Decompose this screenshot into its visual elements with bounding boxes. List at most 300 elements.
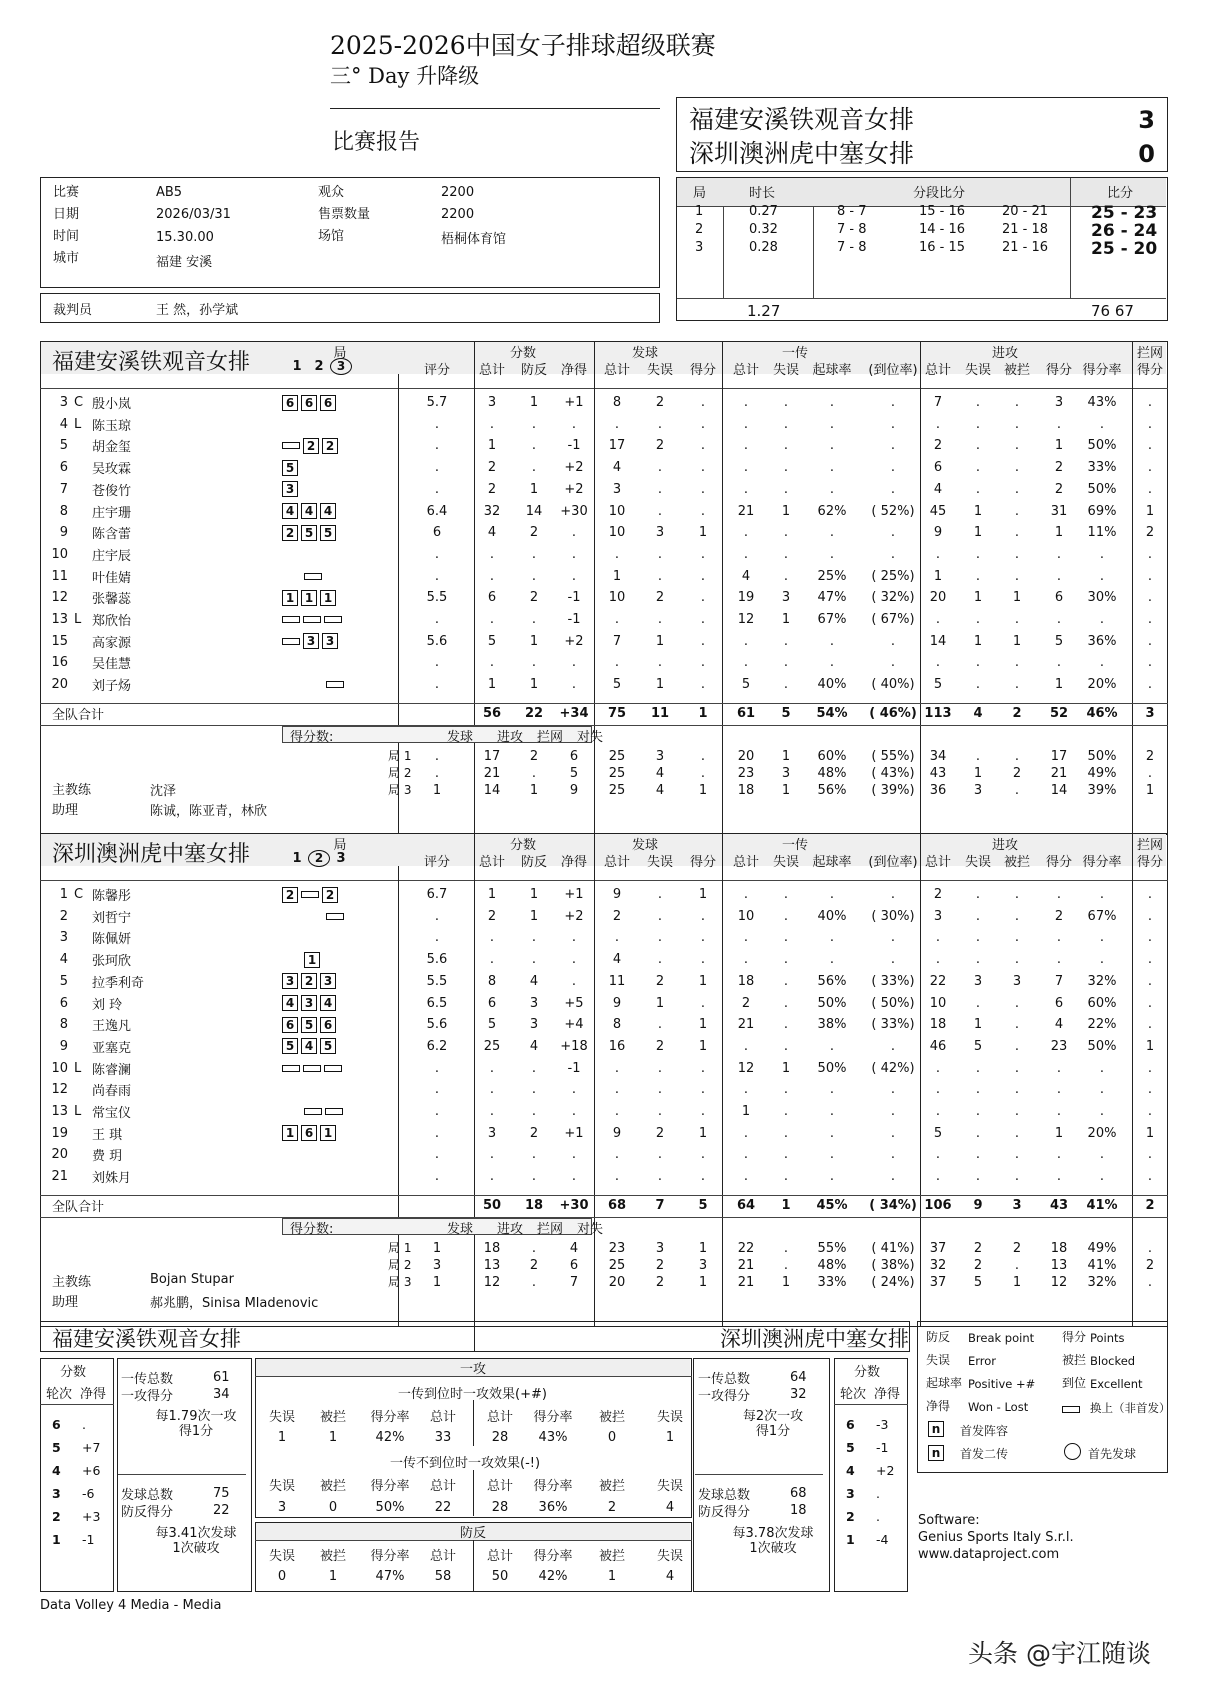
stat-cell: 1 <box>933 568 943 584</box>
audience: 2200 <box>441 185 475 200</box>
total-cell: 3 <box>1145 705 1155 721</box>
legend-value: Excellent <box>1090 1377 1143 1391</box>
first-serve-circle-icon <box>1064 1443 1081 1463</box>
neg-cell: 3 <box>277 1500 287 1515</box>
neg-cell: 36% <box>538 1500 568 1515</box>
start-position-box: 4 <box>320 503 336 519</box>
stat-cell: . <box>829 546 835 562</box>
col-header: 被拦 <box>1003 855 1030 870</box>
stat-cell: . <box>1099 1060 1105 1076</box>
stat-cell: . <box>1014 655 1020 671</box>
stat-cell: . <box>531 1147 537 1163</box>
set-row-cell: 23 <box>608 1240 626 1256</box>
stat-cell: . <box>434 612 440 627</box>
result-away-team: 深圳澳洲虎中塞女排 <box>689 139 915 168</box>
home-rot-num: 6 <box>52 1417 61 1432</box>
set-num-1: 1 <box>292 359 302 374</box>
stat-cell: . <box>1014 1038 1020 1054</box>
stat-cell: . <box>1014 677 1020 693</box>
home-bp-label: 防反得分 <box>121 1505 174 1520</box>
stat-cell: . <box>829 1082 835 1098</box>
player-number: 12 <box>51 1082 68 1098</box>
stat-cell: ( 33%) <box>871 1017 915 1033</box>
sets-total-rule <box>677 298 1166 299</box>
home-rot-net: +7 <box>82 1440 101 1455</box>
legend-value: Error <box>968 1354 997 1368</box>
stat-cell: 16 <box>608 1038 626 1054</box>
set-row-cell: 1 <box>529 782 539 798</box>
col-header: 净得 <box>560 855 587 870</box>
set-score: 25 - 23 <box>1091 203 1158 223</box>
bp-header-col: 被拦 <box>598 1549 625 1564</box>
neg-header-col: 得分率 <box>533 1479 573 1494</box>
label-time: 时间 <box>53 229 80 244</box>
total-cell: +30 <box>559 1197 589 1213</box>
stat-cell: . <box>1147 1147 1153 1163</box>
start-position-box: 4 <box>282 503 298 519</box>
stat-cell: 5 <box>933 1125 943 1141</box>
pos-header-col: 失误 <box>656 1410 683 1425</box>
stat-cell: ( 25%) <box>871 568 915 584</box>
stat-cell: 2 <box>487 460 497 476</box>
col-header: 总计 <box>924 363 951 378</box>
home-sideout-label: 一攻得分 <box>121 1389 174 1404</box>
stat-cell: 7 <box>612 633 622 649</box>
set-partial-2: 15 - 16 <box>919 204 966 219</box>
player-name: 尚春雨 <box>92 1084 132 1100</box>
col-header: 总计 <box>478 855 505 870</box>
stat-cell: 1 <box>698 887 708 902</box>
coach-label: 主教练 <box>52 782 92 798</box>
summary-away-team: 深圳澳洲虎中塞女排 <box>720 1327 909 1351</box>
match-date: 2026/03/31 <box>156 207 231 222</box>
stat-cell: . <box>531 1169 537 1185</box>
stat-cell: . <box>657 546 663 562</box>
set-row-cell: . <box>1147 1240 1153 1256</box>
home-recv-val: 61 <box>213 1370 230 1385</box>
set-row-cell: 2 <box>529 1257 539 1273</box>
set-duration: 0.32 <box>749 222 778 237</box>
pos-header-col: 被拦 <box>598 1410 625 1425</box>
home-serve-label: 发球总数 <box>121 1488 174 1503</box>
home-rot-net: -1 <box>82 1532 95 1547</box>
set-row-cell: ( 39%) <box>871 782 915 798</box>
sets-col-duration: 时长 <box>749 186 776 201</box>
legend-value: Positive +# <box>968 1377 1036 1391</box>
set-row-cell: 1 <box>432 1274 442 1290</box>
pos-header-col: 总计 <box>486 1410 513 1425</box>
home-rot-net: . <box>82 1417 86 1432</box>
set-row-cell: 43 <box>929 765 947 781</box>
stat-cell: . <box>700 1147 706 1163</box>
stat-cell: . <box>1014 568 1020 584</box>
player-sets <box>282 437 341 454</box>
stat-cell: . <box>434 460 440 476</box>
stat-cell: . <box>743 416 749 432</box>
total-cell: 2 <box>1145 1197 1155 1213</box>
center-divider <box>473 1400 474 1446</box>
substitute-sample-icon <box>1062 1401 1083 1416</box>
stat-cell: . <box>935 655 941 671</box>
result-home-team: 福建安溪铁观音女排 <box>689 105 915 134</box>
player-name: 庄宇辰 <box>92 548 132 564</box>
stat-cell: . <box>975 546 981 562</box>
set-row-cell: ( 38%) <box>871 1257 915 1273</box>
start-position-box: 5 <box>301 1017 317 1033</box>
set-row-cell: 17 <box>483 748 501 764</box>
player-number: 4 <box>59 416 68 432</box>
stat-cell: 5.6 <box>426 633 448 649</box>
stat-cell: 22% <box>1087 1017 1117 1033</box>
total-points: 76 67 <box>1091 302 1134 320</box>
player-number: 11 <box>51 568 68 584</box>
stat-cell: . <box>531 568 537 584</box>
home-rot-num: 1 <box>52 1532 61 1547</box>
sets-vline-1 <box>723 206 724 298</box>
total-cell: 113 <box>924 705 952 721</box>
totals-label: 全队合计 <box>52 1199 105 1215</box>
stat-cell: . <box>783 460 789 476</box>
stat-cell: 1 <box>973 503 983 519</box>
start-position-box: 6 <box>301 1125 317 1141</box>
player-name: 张珂欣 <box>92 954 132 970</box>
stat-cell: . <box>1014 1082 1020 1098</box>
stat-cell: . <box>975 655 981 671</box>
stat-cell: 9 <box>933 525 943 541</box>
away-rot-num: 2 <box>846 1509 855 1524</box>
stat-cell: . <box>614 416 620 432</box>
start-position-box: 4 <box>301 1038 317 1054</box>
set-row-cell: 13 <box>1050 1257 1068 1273</box>
player-number: 15 <box>51 633 68 649</box>
stat-cell: 5.5 <box>426 973 448 989</box>
stat-cell: ( 67%) <box>871 612 915 627</box>
stat-cell: 2 <box>1145 525 1155 541</box>
stat-cell: 43% <box>1087 395 1117 410</box>
stat-cell: 14 <box>929 633 947 649</box>
result-home-sets: 3 <box>1138 106 1155 134</box>
stat-cell: . <box>829 1147 835 1163</box>
bp-header-col: 被拦 <box>319 1549 346 1564</box>
start-position-box: 2 <box>282 525 298 541</box>
start-lineup-box: n <box>928 1421 944 1437</box>
home-rot-num: 5 <box>52 1440 61 1455</box>
away-rot-net: . <box>876 1486 880 1501</box>
set-row-label: 局 1 <box>388 748 412 763</box>
stat-cell: . <box>571 568 577 584</box>
stat-cell: 3 <box>781 590 791 606</box>
substitute-marker <box>282 1065 300 1072</box>
score-by-col: 对失 <box>576 729 603 745</box>
stat-cell: . <box>783 1038 789 1054</box>
stat-cell: 1 <box>973 525 983 541</box>
set-duration: 0.28 <box>749 240 778 255</box>
bp-cell: 47% <box>375 1569 405 1584</box>
group-serve: 发球 <box>631 838 658 853</box>
stat-cell: . <box>700 677 706 693</box>
totals-label: 全队合计 <box>52 707 105 723</box>
stat-cell: . <box>571 1169 577 1185</box>
stat-cell: 1 <box>741 1104 751 1119</box>
set-row-label: 局 2 <box>388 1257 412 1272</box>
player-number: 10 <box>51 1060 68 1076</box>
label-date: 日期 <box>53 207 80 222</box>
stat-cell: 2 <box>1054 460 1064 476</box>
stat-cell: . <box>975 416 981 432</box>
stat-cell: 6 <box>1054 590 1064 606</box>
stat-cell: 2 <box>933 438 943 454</box>
total-cell: 5 <box>698 1197 708 1213</box>
software-url[interactable]: www.dataproject.com <box>918 1547 1060 1562</box>
set-row-cell: . <box>1147 765 1153 781</box>
set-header: 局 <box>333 838 347 853</box>
stat-cell: . <box>935 952 941 968</box>
pos-header-col: 得分率 <box>533 1410 573 1425</box>
set-row-cell: 25 <box>608 748 626 764</box>
stat-cell: . <box>434 1169 440 1185</box>
stat-cell: 50% <box>817 995 847 1011</box>
start-position-box: 2 <box>303 438 319 454</box>
away-serve-label: 发球总数 <box>698 1488 751 1503</box>
stat-cell: 25 <box>483 1038 501 1054</box>
stat-cell: 21 <box>737 503 755 519</box>
set-partial-3: 21 - 16 <box>1002 240 1049 255</box>
home-rot-rule <box>40 1404 114 1405</box>
set-row-cell: 6 <box>569 1257 579 1273</box>
stat-cell: . <box>783 1147 789 1163</box>
stat-cell: +18 <box>560 1038 588 1054</box>
player-name: 费 玥 <box>92 1149 123 1165</box>
substitute-marker <box>324 1065 342 1072</box>
stat-cell: 3 <box>487 395 497 410</box>
stat-cell: 17 <box>608 438 626 454</box>
label-tickets: 售票数量 <box>318 207 371 222</box>
stat-cell: +4 <box>564 1017 584 1033</box>
sideout-title-rule <box>255 1376 692 1377</box>
away-note1: 每2次一攻 <box>742 1409 804 1424</box>
stat-cell: 8 <box>612 395 622 410</box>
substitute-marker <box>282 616 300 623</box>
total-cell: 54% <box>816 705 848 721</box>
set-row-cell: 1 <box>432 1240 442 1256</box>
stat-cell: 4 <box>529 1038 539 1054</box>
player-number: 12 <box>51 590 68 606</box>
stat-cell: . <box>1014 1060 1020 1076</box>
stat-cell: 50% <box>1087 438 1117 454</box>
group-points: 分数 <box>509 838 536 853</box>
player-number: 20 <box>51 677 68 693</box>
stat-cell: 20 <box>929 590 947 606</box>
player-name: 陈睿澜 <box>92 1062 132 1078</box>
set-row-cell: . <box>1014 748 1020 764</box>
stat-cell: 20% <box>1087 677 1117 693</box>
pos-cell: 1 <box>665 1430 675 1445</box>
stat-cell: . <box>1147 1082 1153 1098</box>
coach-name: Bojan Stupar <box>150 1271 234 1287</box>
score-by-col: 进攻 <box>496 1221 523 1237</box>
stat-cell: . <box>434 416 440 432</box>
stat-cell: . <box>829 438 835 454</box>
stat-cell: 1 <box>487 677 497 693</box>
start-position-box: 1 <box>301 590 317 606</box>
stat-cell: 10 <box>608 525 626 541</box>
stat-cell: 4 <box>487 525 497 541</box>
pos-cell: 42% <box>375 1430 405 1445</box>
stat-cell: . <box>890 930 896 946</box>
bp-cell: 1 <box>607 1569 617 1584</box>
away-rot-net: -3 <box>876 1417 889 1432</box>
set-partial-2: 14 - 16 <box>919 222 966 237</box>
col-header: 得分率 <box>1082 363 1122 378</box>
stat-cell: . <box>531 546 537 562</box>
pos-cell: 1 <box>277 1430 287 1445</box>
col-divider <box>398 374 399 725</box>
stat-cell: . <box>743 460 749 476</box>
set-row-cell: 37 <box>929 1240 947 1256</box>
col-header: 起球率 <box>812 855 852 870</box>
stat-cell: 8 <box>487 973 497 989</box>
away-recv-label: 一传总数 <box>698 1372 751 1387</box>
stat-cell: . <box>1147 1017 1153 1033</box>
stat-cell: 1 <box>1054 677 1064 693</box>
stat-cell: . <box>1099 887 1105 902</box>
stat-cell: 31 <box>1050 503 1068 519</box>
stat-cell: . <box>783 1104 789 1119</box>
col-header: 失误 <box>772 855 799 870</box>
stat-cell: 50% <box>817 1060 847 1076</box>
stat-cell: . <box>489 930 495 946</box>
pos-header-col: 得分率 <box>370 1410 410 1425</box>
stat-cell: 5 <box>487 1017 497 1033</box>
match-code: AB5 <box>156 185 183 200</box>
set-row-cell: 33% <box>817 1274 847 1290</box>
set-row-cell: 50% <box>1087 748 1117 764</box>
away-rot-net: -4 <box>876 1532 889 1547</box>
neg-cell: 22 <box>434 1500 452 1515</box>
stat-cell: 2 <box>529 1125 539 1141</box>
col-header: 总计 <box>732 855 759 870</box>
stat-cell: . <box>1056 930 1062 946</box>
sets-col-score: 比分 <box>1107 186 1134 201</box>
score-by-col: 对失 <box>576 1221 603 1237</box>
player-sets <box>282 1038 339 1055</box>
stat-cell: . <box>571 1147 577 1163</box>
stat-cell: . <box>657 481 663 497</box>
set-row-cell: . <box>531 1274 537 1290</box>
stat-cell: . <box>571 525 577 541</box>
neg-header-col: 总计 <box>486 1479 513 1494</box>
stat-cell: 5 <box>612 677 622 693</box>
set-row-cell: 37 <box>929 1274 947 1290</box>
group-block: 拦网 <box>1136 838 1163 853</box>
title-rule <box>330 108 660 109</box>
set-row-cell: 6 <box>569 748 579 764</box>
assist-names: 郝兆鹏，Sinisa Mladenovic <box>150 1295 319 1311</box>
set-row-cell: 55% <box>817 1240 847 1256</box>
stat-cell: 40% <box>817 908 847 924</box>
stat-cell: . <box>1147 908 1153 924</box>
start-position-box: 5 <box>301 525 317 541</box>
player-name: 郑欣怡 <box>92 614 132 629</box>
score-by-col: 拦网 <box>536 1221 563 1237</box>
stat-cell: . <box>1147 1169 1153 1185</box>
set-row-cell: 3 <box>698 1257 708 1273</box>
stat-cell: 2 <box>933 887 943 902</box>
coach-name: 沈泽 <box>150 783 177 799</box>
stat-cell: 9 <box>612 887 622 902</box>
stat-cell: 25% <box>817 568 847 584</box>
player-role: L <box>74 1060 82 1076</box>
set-row-cell: 2 <box>1145 748 1155 764</box>
set-row-cell: 36 <box>929 782 947 798</box>
stat-cell: 2 <box>1054 481 1064 497</box>
stat-cell: 6 <box>487 590 497 606</box>
set-row-label: 局 1 <box>388 1240 412 1255</box>
total-cell: 61 <box>736 705 756 721</box>
stat-cell: . <box>700 416 706 432</box>
stat-cell: . <box>489 655 495 671</box>
start-position-box: 1 <box>282 1125 298 1141</box>
start-position-box: 3 <box>282 481 298 497</box>
start-position-box: 3 <box>303 633 319 649</box>
stat-cell: 1 <box>529 633 539 649</box>
stat-cell: . <box>975 1082 981 1098</box>
start-position-box: 1 <box>282 590 298 606</box>
stat-cell: . <box>975 1060 981 1076</box>
away-rot-label: 轮次 <box>840 1387 867 1402</box>
away-rot-rule <box>834 1404 908 1405</box>
pos-cell: 33 <box>434 1430 452 1445</box>
bp-cell: 4 <box>665 1569 675 1584</box>
set-row-cell: . <box>783 1240 789 1256</box>
set-num-2: 2 <box>314 359 324 374</box>
set-nums <box>286 850 352 867</box>
col-header: 失误 <box>964 363 991 378</box>
stat-cell: . <box>743 655 749 671</box>
stat-cell: . <box>743 481 749 497</box>
set-row-cell: 18 <box>1050 1240 1068 1256</box>
stat-cell: . <box>1099 546 1105 562</box>
stat-cell: . <box>975 460 981 476</box>
home-rot-net: -6 <box>82 1486 95 1501</box>
total-cell: 9 <box>973 1197 983 1213</box>
set-row-cell: 25 <box>608 782 626 798</box>
stat-cell: 1 <box>1054 525 1064 541</box>
set-row-cell: 41% <box>1087 1257 1117 1273</box>
stat-cell: 6 <box>432 525 442 541</box>
set-duration: 0.27 <box>749 204 778 219</box>
total-cell: 11 <box>650 705 670 721</box>
set-row-label: 局 2 <box>388 765 412 780</box>
stat-cell: 2 <box>487 481 497 497</box>
stat-cell: . <box>935 1104 941 1119</box>
set-row-cell: 2 <box>1012 1240 1022 1256</box>
stat-cell: . <box>657 1082 663 1098</box>
stat-cell: . <box>1014 416 1020 432</box>
player-number: 6 <box>59 995 68 1011</box>
player-sets <box>282 995 339 1012</box>
stat-cell: . <box>935 416 941 432</box>
stat-cell: . <box>783 568 789 584</box>
stat-cell: 1 <box>781 612 791 627</box>
player-sets <box>282 416 348 431</box>
neg-cell: 2 <box>607 1500 617 1515</box>
stat-cell: . <box>975 395 981 410</box>
stat-cell: . <box>1014 438 1020 454</box>
stat-cell: . <box>743 1169 749 1185</box>
stat-cell: 5.6 <box>426 952 448 968</box>
total-cell: 50 <box>482 1197 502 1213</box>
